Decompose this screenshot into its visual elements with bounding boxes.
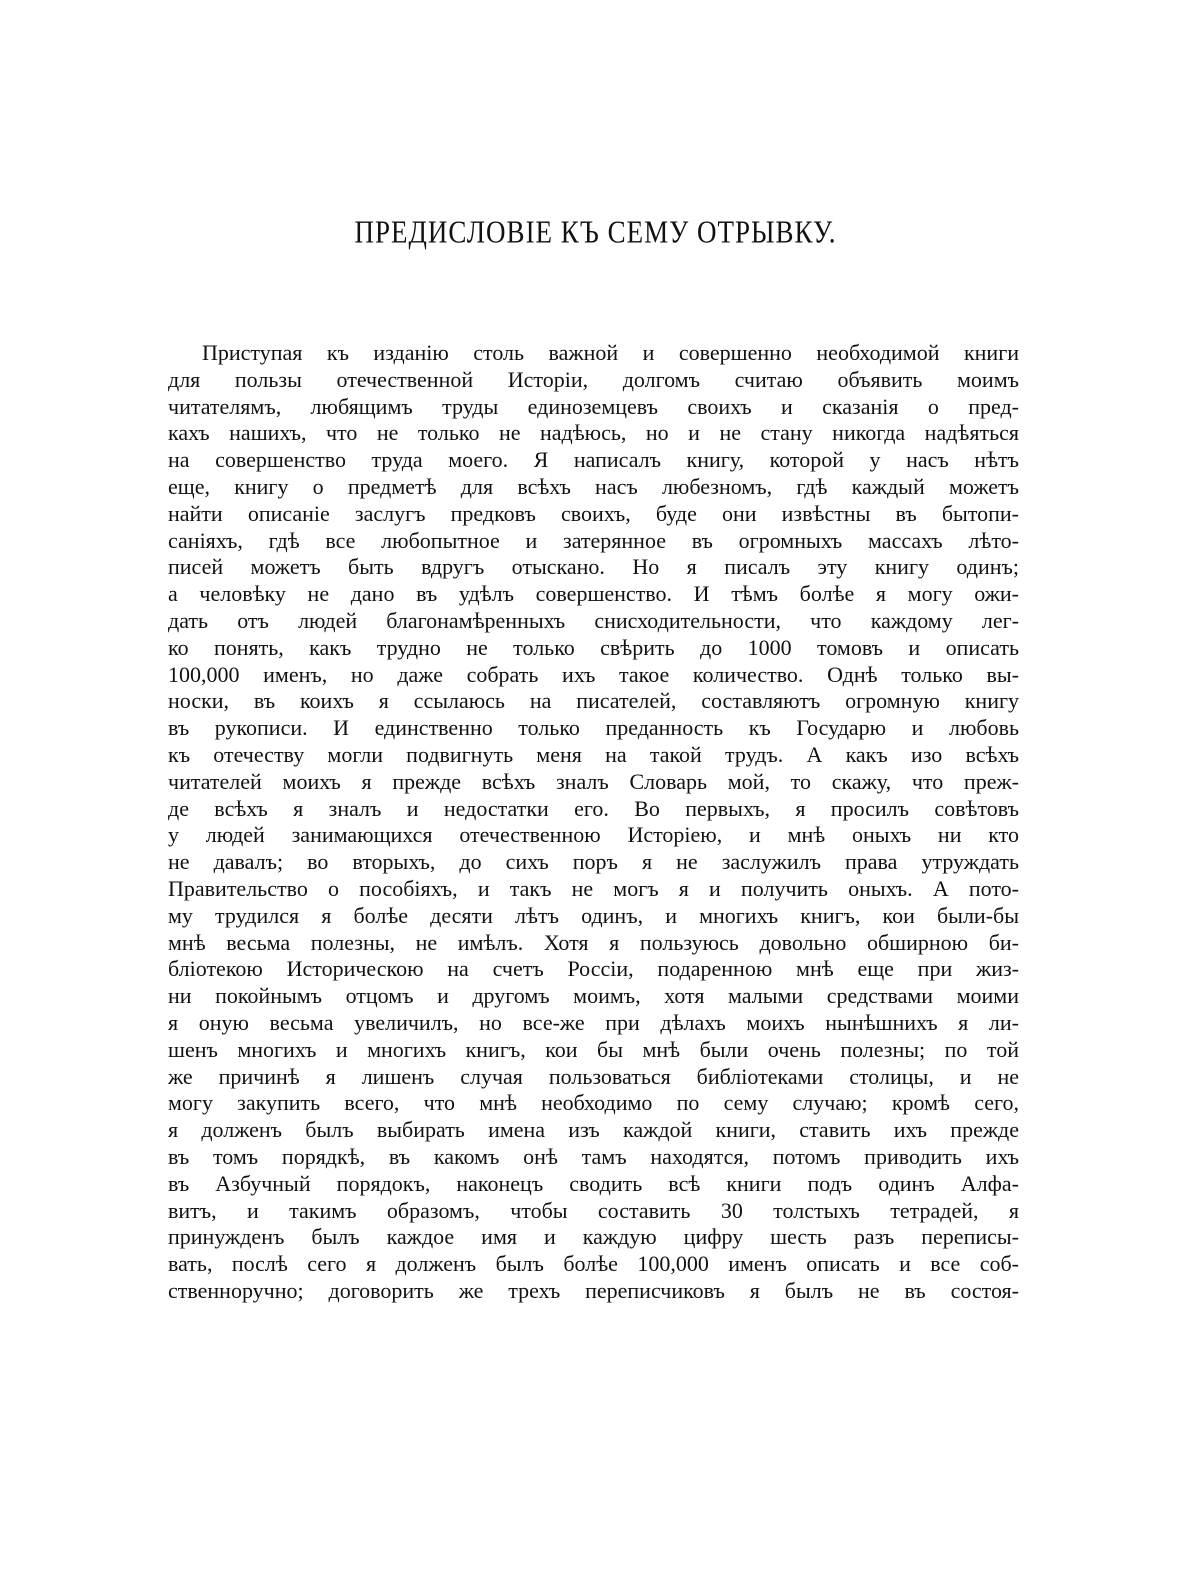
text-line: я долженъ былъ выбирать имена изъ каждой книги, ставить ихъ прежде [168,1117,1019,1143]
text-line: носки, въ коихъ я ссылаюсь на писателей, составляютъ огромную книгу [168,688,1019,714]
text-line: вать, послѣ сего я долженъ былъ болѣе 100,000 именъ описать и все соб- [168,1251,1019,1277]
text-line: му трудился я болѣе десяти лѣтъ одинъ, и многихъ книгъ, кои были-бы [168,902,1019,928]
text-line: найти описаніе заслугъ предковъ своихъ, буде они извѣстны въ бытопи- [168,500,1019,526]
text-line: Приступая къ изданію столь важной и совершенно необходимой книги [202,340,1019,365]
text-line: въ Азбучный порядокъ, наконецъ сводить всѣ книги подъ одинъ Алфа- [168,1170,1019,1196]
text-line: Правительство о пособіяхъ, и такъ не могъ я и получить оныхъ. А пото- [168,875,1019,901]
text-line: а человѣку не дано въ удѣлъ совершенство. И тѣмъ болѣе я могу ожи- [168,581,1019,607]
text-line: писей можетъ быть вдругъ отыскано. Но я писалъ эту книгу одинъ; [168,554,1019,580]
page-title: ПРЕДИСЛОВІЕ КЪ СЕМУ ОТРЫВКУ. [354,214,837,250]
text-line: кахъ нашихъ, что не только не надѣюсь, но и не стану никогда надѣяться [168,420,1019,446]
text-line: витъ, и такимъ образомъ, чтобы составить 30 толстыхъ тетрадей, я [168,1197,1019,1223]
text-line: же причинѣ я лишенъ случая пользоваться библіотеками столицы, и не [168,1063,1019,1089]
text-line: принужденъ былъ каждое имя и каждую цифру шесть разъ переписы- [168,1224,1019,1250]
text-line: читателямъ, любящимъ труды единоземцевъ своихъ и сказанія о пред- [168,393,1019,419]
text-line: читателей моихъ я прежде всѣхъ зналъ Словарь мой, то скажу, что преж- [168,768,1019,794]
text-line: ко понять, какъ трудно не только свѣрить до 1000 томовъ и описать [168,634,1019,660]
body-text [168,340,1019,1305]
text-line: у людей занимающихся отечественною Исторіею, и мнѣ оныхъ ни кто [168,822,1019,848]
text-line: не давалъ; во вторыхъ, до сихъ поръ я не заслужилъ права утруждать [168,849,1019,875]
text-line: бліотекою Историческою на счетъ Россіи, подаренною мнѣ еще при жиз- [168,956,1019,982]
text-line: къ отечеству могли подвигнуть меня на такой трудъ. А какъ изо всѣхъ [168,741,1019,767]
text-line: въ рукописи. И единственно только преданность къ Государю и любовь [168,715,1019,741]
text-line: ственноручно; договорить же трехъ переписчиковъ я былъ не въ состоя- [168,1277,1019,1303]
text-line: могу закупить всего, что мнѣ необходимо по сему случаю; кромѣ сего, [168,1090,1019,1116]
text-line: саніяхъ, гдѣ все любопытное и затерянное въ огромныхъ массахъ лѣто- [168,527,1019,553]
text-line: ни покойнымъ отцомъ и другомъ моимъ, хотя малыми средствами моими [168,983,1019,1009]
text-line: я оную весьма увеличилъ, но все-же при дѣлахъ моихъ нынѣшнихъ я ли- [168,1009,1019,1035]
text-line: шенъ многихъ и многихъ книгъ, кои бы мнѣ были очень полезны; по той [168,1036,1019,1062]
text-line: еще, книгу о предметѣ для всѣхъ насъ любезномъ, гдѣ каждый можетъ [168,473,1019,499]
text-line: мнѣ весьма полезны, не имѣлъ. Хотя я пользуюсь довольно обширною би- [168,929,1019,955]
text-line: 100,000 именъ, но даже собрать ихъ такое количество. Однѣ только вы- [168,661,1019,687]
text-line: для пользы отечественной Исторіи, долгомъ считаю объявить моимъ [168,366,1019,392]
text-line: дать отъ людей благонамѣренныхъ снисходительности, что каждому лег- [168,607,1019,633]
text-line: де всѣхъ я зналъ и недостатки его. Во первыхъ, я просилъ совѣтовъ [168,795,1019,821]
text-line: въ томъ порядкѣ, въ какомъ онѣ тамъ находятся, потомъ приводить ихъ [168,1143,1019,1169]
text-line: на совершенство труда моего. Я написалъ книгу, которой у насъ нѣтъ [168,447,1019,473]
